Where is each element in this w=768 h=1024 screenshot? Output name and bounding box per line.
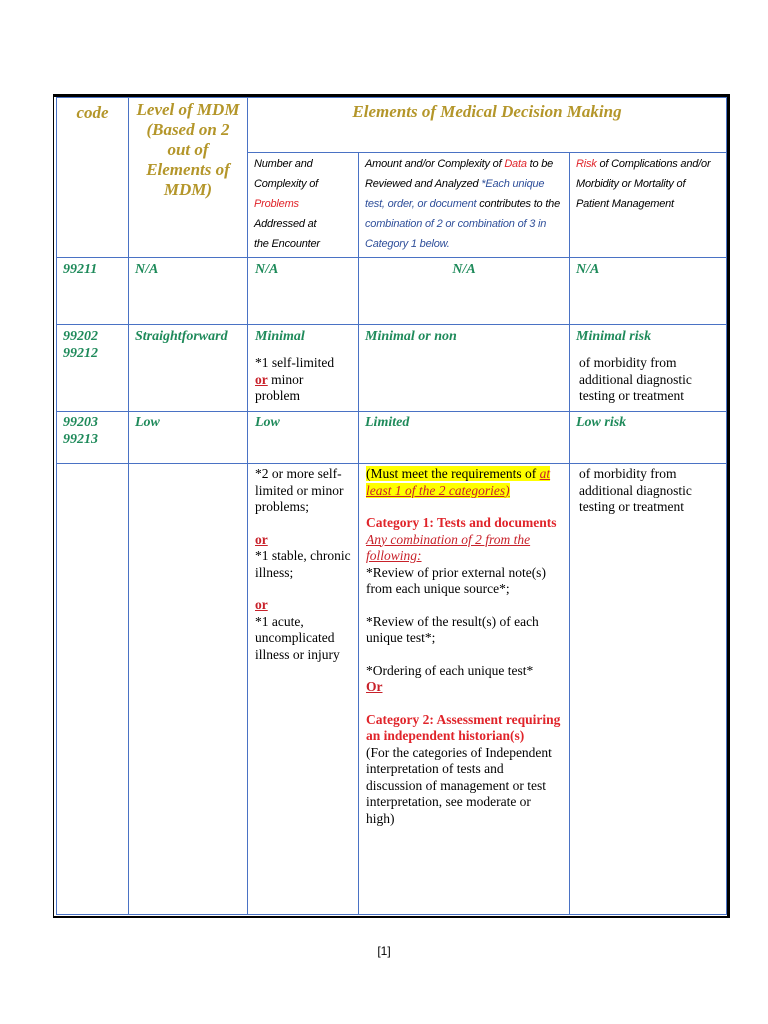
row2-code: 99202 99212 bbox=[56, 324, 129, 412]
row3-code: 99203 99213 bbox=[56, 411, 129, 464]
page-number: [1] bbox=[377, 944, 391, 958]
row2-level: Straightforward bbox=[128, 324, 248, 412]
row2-data: Minimal or non bbox=[358, 324, 570, 412]
row1-problems: N/A bbox=[247, 257, 359, 325]
header-level: Level of MDM (Based on 2 out of Elements of MDM) bbox=[128, 97, 248, 258]
detail-level bbox=[128, 463, 248, 915]
subheader-data: Amount and/or Complexity of Data to be Reviewed and Analyzed *Each unique test, order, or document contributes to the combination of 2 or combination of 3 in Category 1 below. bbox=[358, 152, 570, 258]
header-elements: Elements of Medical Decision Making bbox=[247, 97, 727, 153]
row1-code: 99211 bbox=[56, 257, 129, 325]
detail-risk: of morbidity from additional diagnostic testing or treatment bbox=[569, 463, 727, 915]
row1-level: N/A bbox=[128, 257, 248, 325]
row3-risk: Low risk bbox=[569, 411, 727, 464]
detail-code bbox=[56, 463, 129, 915]
row2-risk: Minimal risk of morbidity from additional diagnostic testing or treatment bbox=[569, 324, 727, 412]
header-code: code bbox=[56, 97, 129, 258]
detail-data: (Must meet the requirements of at least 1 of the 2 categories) Category 1: Tests and documents Any combination of 2 from the following: *Review of prior external note(s) from each unique source*; *Review of the result(s) of each unique test*; *Ordering of each unique test* Or Category 2: Assessment requiring an independent historian(s) (For the categories of Independent interpretation of tests and discussion of management or test interpretation, see moderate or high) bbox=[358, 463, 570, 915]
row1-risk: N/A bbox=[569, 257, 727, 325]
row3-data: Limited bbox=[358, 411, 570, 464]
row3-level: Low bbox=[128, 411, 248, 464]
row1-data: N/A bbox=[358, 257, 570, 325]
subheader-risk: Risk of Complications and/or Morbidity or Mortality of Patient Management bbox=[569, 152, 727, 258]
row3-problems: Low bbox=[247, 411, 359, 464]
subheader-problems: Number and Complexity of Problems Addressed at the Encounter bbox=[247, 152, 359, 258]
row2-problems: Minimal *1 self-limited or minor problem bbox=[247, 324, 359, 412]
detail-problems: *2 or more self-limited or minor problems; or *1 stable, chronic illness; or *1 acute, uncomplicated illness or injury bbox=[247, 463, 359, 915]
